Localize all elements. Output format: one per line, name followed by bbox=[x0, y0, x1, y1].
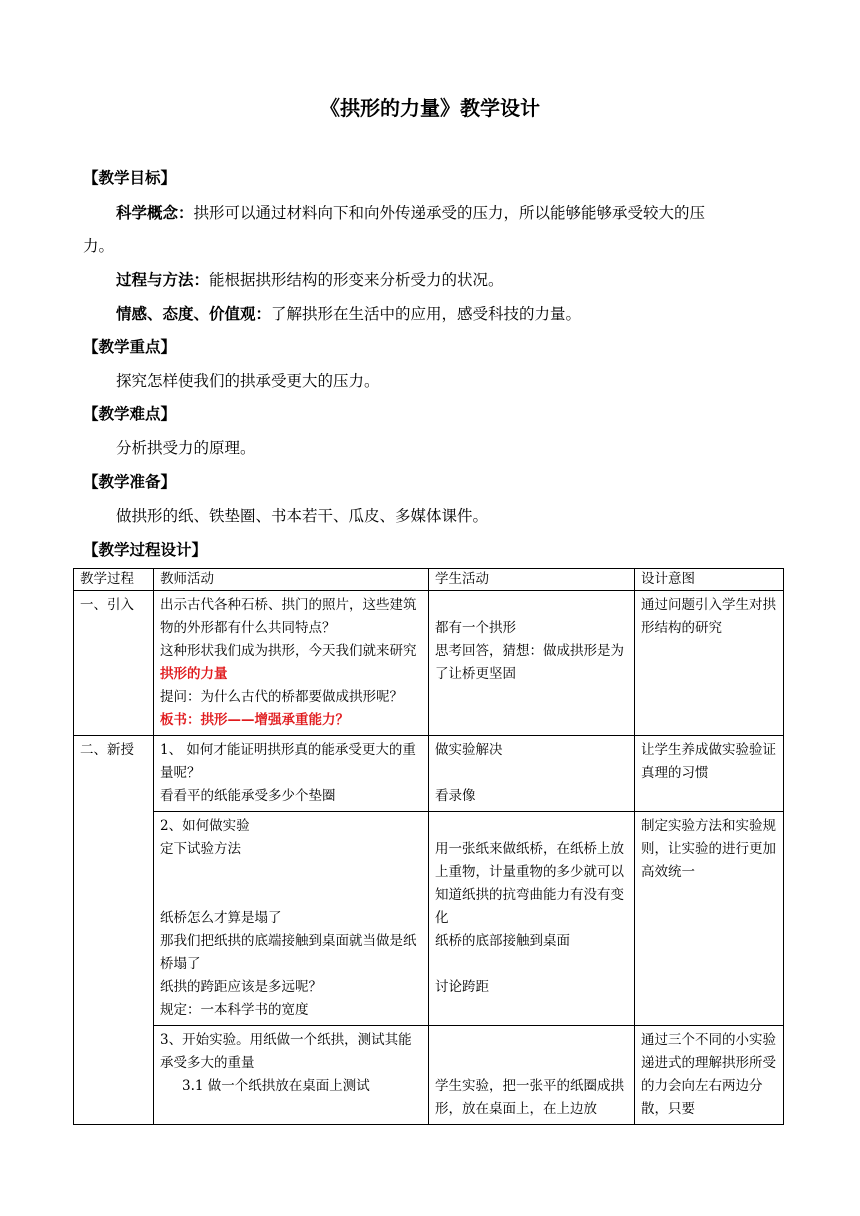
teacher-line: 1、 如何才能证明拱形真的能承受更大的重量呢？ bbox=[160, 742, 416, 781]
process-method-label: 过程与方法： bbox=[116, 271, 210, 289]
student-line: 看录像 bbox=[435, 788, 476, 804]
teacher-activity-cell bbox=[154, 812, 429, 1026]
student-line: 都有一个拱形 bbox=[435, 620, 516, 636]
teacher-line: 3、开始实验。用纸做一个纸拱，测试其能承受多大的重量 bbox=[160, 1032, 412, 1071]
teacher-line: 纸桥怎么才算是塌了 bbox=[160, 910, 282, 926]
teacher-line: 这种形状我们成为拱形，今天我们就来研究拱形的力量 bbox=[160, 643, 417, 682]
student-line: 用一张纸来做纸桥，在纸桥上放上重物，计量重物的多少就可以知道纸拱的抗弯曲能力有没有变化 bbox=[435, 841, 624, 926]
difficulty-text: 分析拱受力的原理。 bbox=[116, 439, 256, 457]
design-intent-cell: 通过三个不同的小实验递进式的理解拱形所受的力会向左右两边分散，只要 bbox=[635, 1026, 784, 1125]
student-activity-cell bbox=[429, 736, 635, 812]
document-title: 《拱形的力量》教学设计 bbox=[320, 96, 540, 120]
design-intent-cell: 让学生养成做实验验证真理的习惯 bbox=[635, 736, 784, 812]
student-activity-cell bbox=[429, 1026, 635, 1125]
topic-highlight: 拱形的力量 bbox=[160, 666, 228, 682]
student-activity-cell bbox=[429, 591, 635, 736]
science-concept-text: 拱形可以通过材料向下和向外传递承受的压力，所以能够能够承受较大的压 bbox=[193, 204, 706, 222]
student-line: 学生实验，把一张平的纸圈成拱形，放在桌面上，在上边放 bbox=[435, 1078, 624, 1117]
teacher-activity-cell bbox=[154, 1026, 429, 1125]
stage-cell: 二、新授 bbox=[74, 736, 154, 1125]
science-concept-paragraph bbox=[83, 197, 816, 230]
teacher-activity-cell bbox=[154, 736, 429, 812]
teacher-line: 那我们把纸拱的底端接触到桌面就当做是纸桥塌了 bbox=[160, 933, 417, 972]
teacher-activity-cell bbox=[154, 591, 429, 736]
teacher-line: 提问：为什么古代的桥都要做成拱形呢？ bbox=[160, 689, 403, 705]
teacher-line: 看看平的纸能承受多少个垫圈 bbox=[160, 788, 336, 804]
teacher-line: 3.1 做一个纸拱放在桌面上测试 bbox=[182, 1078, 370, 1094]
process-design-heading: 【教学过程设计】 bbox=[83, 541, 208, 559]
emotion-values-text: 了解拱形在生活中的应用，感受科技的力量。 bbox=[271, 305, 582, 323]
table-row bbox=[74, 812, 784, 1026]
table-row bbox=[74, 736, 784, 812]
student-line: 做实验解决 bbox=[435, 742, 503, 758]
emotion-values-label: 情感、态度、价值观： bbox=[116, 305, 272, 323]
preparation-heading: 【教学准备】 bbox=[83, 473, 177, 491]
column-header: 教师活动 bbox=[154, 569, 429, 591]
student-line: 讨论跨距 bbox=[435, 979, 489, 995]
student-activity-cell bbox=[429, 812, 635, 1026]
teacher-line: 纸拱的跨距应该是多远呢？ bbox=[160, 979, 322, 995]
science-concept-label: 科学概念： bbox=[116, 204, 194, 222]
teacher-line: 2、如何做实验 bbox=[160, 818, 250, 834]
teacher-line: 出示古代各种石桥、拱门的照片，这些建筑物的外形都有什么共同特点？ bbox=[160, 597, 417, 636]
process-method-paragraph bbox=[83, 264, 816, 297]
key-point-text: 探究怎样使我们的拱承受更大的压力。 bbox=[116, 372, 380, 390]
teacher-line: 规定：一本科学书的宽度 bbox=[160, 1002, 309, 1018]
column-header: 教学过程 bbox=[74, 569, 154, 591]
preparation-text: 做拱形的纸、铁垫圈、书本若干、瓜皮、多媒体课件。 bbox=[116, 507, 489, 525]
student-line: 思考回答，猜想：做成拱形是为了让桥更坚固 bbox=[435, 643, 624, 682]
table-header-row bbox=[74, 569, 784, 591]
difficulty-heading: 【教学难点】 bbox=[83, 405, 177, 423]
design-intent-cell: 制定实验方法和实验规则，让实验的进行更加高效统一 bbox=[635, 812, 784, 1026]
process-method-text: 能根据拱形结构的形变来分析受力的状况。 bbox=[209, 271, 504, 289]
emotion-values-paragraph bbox=[83, 298, 816, 331]
goals-heading: 【教学目标】 bbox=[83, 169, 177, 187]
student-line: 纸桥的底部接触到桌面 bbox=[435, 933, 570, 949]
lesson-process-table bbox=[73, 568, 784, 1125]
science-concept-continued: 力。 bbox=[83, 237, 115, 255]
stage-cell: 一、引入 bbox=[74, 591, 154, 736]
blackboard-note: 板书：拱形——增强承重能力？ bbox=[160, 712, 349, 728]
column-header: 设计意图 bbox=[635, 569, 784, 591]
design-intent-cell: 通过问题引入学生对拱形结构的研究 bbox=[635, 591, 784, 736]
table-row bbox=[74, 1026, 784, 1125]
teacher-line: 定下试验方法 bbox=[160, 841, 241, 857]
column-header: 学生活动 bbox=[429, 569, 635, 591]
key-point-heading: 【教学重点】 bbox=[83, 338, 177, 356]
table-row bbox=[74, 591, 784, 736]
